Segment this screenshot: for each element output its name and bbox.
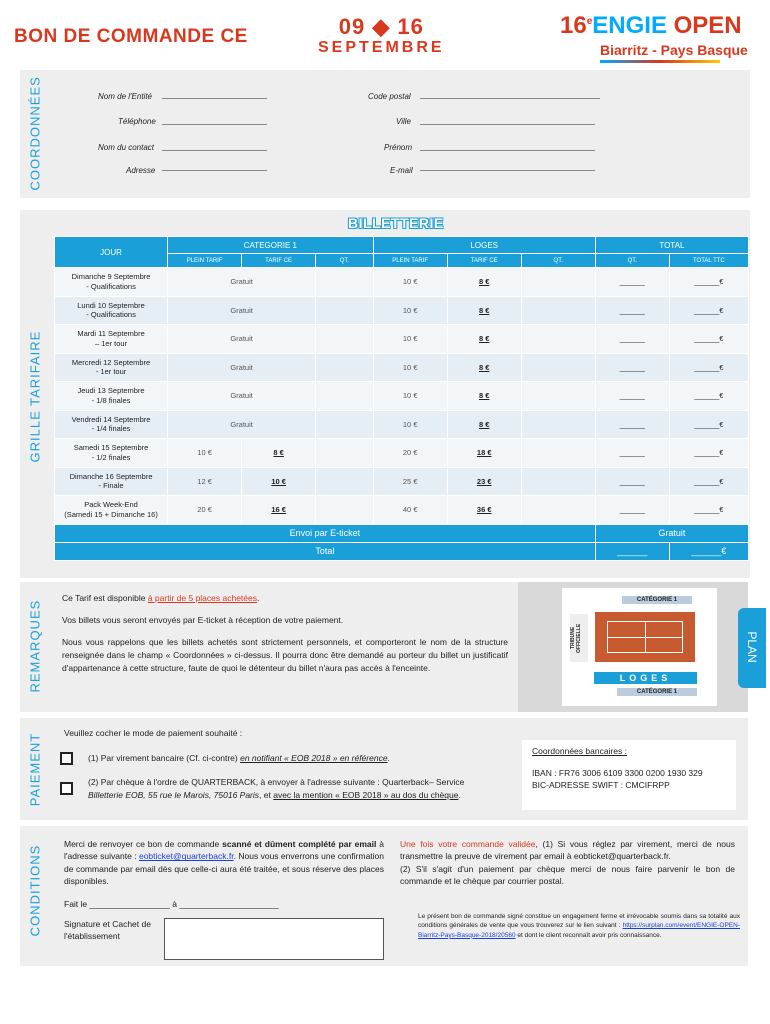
loges-ce: 8 € (447, 296, 521, 325)
paiement-label: PAIEMENT (27, 732, 43, 807)
table-row (55, 467, 749, 496)
plan-tribune: TRIBUNE OFFICIELLE (570, 614, 588, 662)
code-postal-label: Code postal (368, 92, 411, 101)
loges-ce: 8 € (447, 268, 521, 297)
table-row (55, 296, 749, 325)
row-total-ttc[interactable]: ______€ (669, 467, 748, 496)
billetterie-title: BILLETTERIE (348, 215, 444, 231)
email-input[interactable] (420, 170, 595, 171)
table-row (55, 325, 749, 354)
pricing-table (54, 236, 749, 561)
bank-details (522, 740, 736, 810)
header-qt: QT. (316, 254, 374, 268)
header-plein-tarif: PLEIN TARIF (373, 254, 447, 268)
cat1-price: Gratuit (168, 353, 316, 382)
legal-text: Le présent bon de commande signé constitue un engagement ferme et irrévocable soumis dans sa totalité aux conditions générales de vente que vous trouverez sur le lien suivant : https://surplan.com/event/ENGIE-OPEN-Biarritz-Pays-Basque-2018/20560 et dont le client reconnaît avoir pris connaissance. (418, 913, 740, 939)
conditions-instructions: Merci de renvoyer ce bon de commande scanné et dûment complété par email à l'adresse suivante : eobticket@quarterback.fr. Nous vous enverrons une confirmation de commande par email dès que celle-ci aura été traitée, et sous réserve des places disponibles. (64, 839, 385, 886)
cat1-ce: 16 € (242, 496, 316, 525)
remarques-label: REMARQUES (27, 599, 43, 693)
header-total-ttc: TOTAL TTC (669, 254, 748, 268)
loges-ce: 36 € (447, 496, 521, 525)
ville-label: Ville (396, 117, 411, 126)
header-tarif-ce: TARIF CE (447, 254, 521, 268)
total-value[interactable]: ______€ (669, 542, 748, 560)
cat1-qt-input[interactable] (316, 439, 374, 468)
loges-plein: 10 € (373, 268, 447, 297)
cat1-price: Gratuit (168, 382, 316, 411)
loges-ce: 8 € (447, 382, 521, 411)
signature-box[interactable] (164, 918, 384, 960)
header-qt: QT. (595, 254, 669, 268)
row-total-qt[interactable]: ______ (595, 410, 669, 439)
remarque-tarif: Ce Tarif est disponible à partir de 5 places achetées. (62, 593, 260, 603)
jour-cell: Mardi 11 Septembre – 1er tour (55, 325, 168, 354)
loges-qt-input[interactable] (521, 325, 595, 354)
envoi-value: Gratuit (595, 524, 748, 542)
grille-label: GRILLE TARIFAIRE (27, 330, 43, 463)
cgv-link[interactable]: https://surplan.com/event/ENGIE-OPEN-Biarritz-Pays-Basque-2018/20560 (418, 922, 740, 939)
cat1-price: Gratuit (168, 296, 316, 325)
row-total-ttc[interactable]: ______€ (669, 268, 748, 297)
table-row (55, 410, 749, 439)
table-row (55, 439, 749, 468)
cat1-qt-input[interactable] (316, 353, 374, 382)
cat1-qt-input[interactable] (316, 382, 374, 411)
remarque-eticket: Vos billets vous seront envoyés par E-ticket à réception de votre paiement. (62, 615, 344, 625)
loges-plein: 25 € (373, 467, 447, 496)
cheque-checkbox[interactable] (60, 782, 73, 795)
loges-qt-input[interactable] (521, 410, 595, 439)
cat1-price: Gratuit (168, 410, 316, 439)
jour-cell: Samedi 15 Septembre - 1/2 finales (55, 439, 168, 468)
total-qt[interactable]: ______ (595, 542, 669, 560)
row-total-qt[interactable]: ______ (595, 467, 669, 496)
adresse-label: Adresse (126, 166, 156, 175)
telephone-input[interactable] (162, 124, 267, 125)
prenom-input[interactable] (420, 150, 595, 151)
cat1-qt-input[interactable] (316, 467, 374, 496)
loges-qt-input[interactable] (521, 353, 595, 382)
loges-ce: 8 € (447, 325, 521, 354)
row-total-qt[interactable]: ______ (595, 496, 669, 525)
row-total-ttc[interactable]: ______€ (669, 382, 748, 411)
jour-cell: Dimanche 16 Septembre - Finale (55, 467, 168, 496)
adresse-input[interactable] (162, 170, 267, 171)
court-icon (595, 612, 695, 662)
header-total: TOTAL (595, 237, 748, 254)
entite-label: Nom de l'Entité (98, 92, 152, 101)
row-total-ttc[interactable]: ______€ (669, 410, 748, 439)
plan-map[interactable] (562, 588, 717, 706)
loges-plein: 10 € (373, 353, 447, 382)
envoi-label: Envoi par E-ticket (55, 524, 596, 542)
row-total-qt[interactable]: ______ (595, 382, 669, 411)
header-qt: QT. (521, 254, 595, 268)
loges-ce: 8 € (447, 353, 521, 382)
jour-cell: Pack Week-End (Samedi 15 + Dimanche 16) (55, 496, 168, 525)
dates-month: SEPTEMBRE (318, 39, 445, 56)
loges-plein: 10 € (373, 296, 447, 325)
code-postal-input[interactable] (420, 98, 600, 99)
loges-qt-input[interactable] (521, 296, 595, 325)
row-total-qt[interactable]: ______ (595, 296, 669, 325)
loges-ce: 18 € (447, 439, 521, 468)
table-row (55, 268, 749, 297)
row-total-qt[interactable]: ______ (595, 268, 669, 297)
contact-label: Nom du contact (98, 143, 155, 152)
conditions-label: CONDITIONS (27, 844, 43, 937)
header-plein-tarif: PLEIN TARIF (168, 254, 242, 268)
cat1-qt-input[interactable] (316, 496, 374, 525)
loges-plein: 10 € (373, 382, 447, 411)
loges-qt-input[interactable] (521, 268, 595, 297)
table-row (55, 496, 749, 525)
event-dates (318, 16, 445, 56)
jour-cell: Dimanche 9 Septembre - Qualifications (55, 268, 168, 297)
jour-cell: Vendredi 14 Septembre - 1/4 finales (55, 410, 168, 439)
ville-input[interactable] (420, 124, 595, 125)
total-label: Total (55, 542, 596, 560)
telephone-label: Téléphone (118, 117, 156, 126)
cat1-qt-input[interactable] (316, 296, 374, 325)
loges-qt-input[interactable] (521, 496, 595, 525)
cat1-plein: 20 € (168, 496, 242, 525)
cat1-price: Gratuit (168, 325, 316, 354)
loges-plein: 10 € (373, 325, 447, 354)
row-total-ttc[interactable]: ______€ (669, 439, 748, 468)
jour-cell: Lundi 10 Septembre - Qualifications (55, 296, 168, 325)
row-total-qt[interactable]: ______ (595, 325, 669, 354)
jour-cell: Jeudi 13 Septembre - 1/8 finales (55, 382, 168, 411)
bic: BIC-ADRESSE SWIFT : CMCIFRPP (532, 779, 670, 790)
loges-ce: 23 € (447, 467, 521, 496)
header-jour: JOUR (55, 237, 168, 268)
order-email-link[interactable]: eobticket@quarterback.fr (138, 851, 234, 862)
table-row (55, 353, 749, 382)
loges-qt-input[interactable] (521, 382, 595, 411)
paiement-intro: Veuillez cocher le mode de paiement souhaité : (64, 728, 243, 738)
plan-tab[interactable] (738, 608, 766, 688)
header-cat1: CATEGORIE 1 (168, 237, 374, 254)
cat1-price: Gratuit (168, 268, 316, 297)
cat1-qt-input[interactable] (316, 325, 374, 354)
table-row (55, 382, 749, 411)
conditions-validation: Une fois votre commande validée, (1) Si vous réglez par virement, merci de nous transmettre la preuve de virement par email à eobticket@quarterback.fr. (2) S'il s'agit d'un paiement par chèque merci de nous faire parvenir le bon de commande et le chèque par courrier postal. (400, 839, 735, 886)
engie-open-logo: 16eENGIE OPEN Biarritz - Pays Basque (560, 12, 760, 72)
email-label: E-mail (390, 166, 413, 175)
row-total-ttc[interactable]: ______€ (669, 496, 748, 525)
remarque-personnels: Nous vous rappelons que les billets achetés sont strictement personnels, et comporteront le nom de la structure renseignée dans le champ « Coordonnées » ci-dessus. Il pourra donc être demandé au porteur du billet un justificatif d'appartenance à cette structure, faute de quoi le détenteur du billet n'aura pas accès à l'enceinte. (62, 637, 508, 673)
virement-checkbox[interactable] (60, 752, 73, 765)
iban: IBAN : FR76 3006 6109 3300 0200 1930 329 (532, 767, 703, 778)
fait-le-field[interactable]: Fait le _________________ à _____________________ (64, 899, 279, 909)
plan-loges: LOGES (594, 672, 697, 684)
cat1-plein: 12 € (168, 467, 242, 496)
plan-cat-bottom: CATÉGORIE 1 (617, 688, 697, 696)
cat1-plein: 10 € (168, 439, 242, 468)
loges-plein: 40 € (373, 496, 447, 525)
bank-title: Coordonnées bancaires : (532, 746, 627, 756)
row-total-qt[interactable]: ______ (595, 353, 669, 382)
prenom-label: Prénom (384, 143, 413, 152)
loges-plein: 10 € (373, 410, 447, 439)
header-loges: LOGES (373, 237, 595, 254)
plan-cat-top: CATÉGORIE 1 (622, 596, 692, 604)
cheque-option: (2) Par chèque à l'ordre de QUARTERBACK, à envoyer à l'adresse suivante : Quarterback– Service Billetterie EOB, 55 rue le Marois, 75016 Paris, et avec la mention « EOB 2018 » au dos du chèque. (88, 777, 465, 800)
logo-location: Biarritz - Pays Basque (600, 42, 748, 58)
row-total-ttc[interactable]: ______€ (669, 296, 748, 325)
page-title: BON DE COMMANDE CE (14, 26, 248, 47)
header-tarif-ce: TARIF CE (242, 254, 316, 268)
coordonnees-section (20, 70, 750, 198)
signature-label: Signature et Cachet de l'établissement (64, 919, 151, 942)
loges-qt-input[interactable] (521, 467, 595, 496)
virement-option: (1) Par virement bancaire (Cf. ci-contre) en notifiant « EOB 2018 » en référence. (88, 753, 390, 763)
loges-ce: 8 € (447, 410, 521, 439)
cat1-ce: 8 € (242, 439, 316, 468)
loges-qt-input[interactable] (521, 439, 595, 468)
plan-tab-label: PLAN (745, 631, 759, 663)
loges-plein: 20 € (373, 439, 447, 468)
dates-days: 09 ◆ 16 (338, 14, 424, 39)
row-total-qt[interactable]: ______ (595, 439, 669, 468)
jour-cell: Mercredi 12 Septembre - 1er tour (55, 353, 168, 382)
coordonnees-label: COORDONNÉES (27, 76, 43, 191)
row-total-ttc[interactable]: ______€ (669, 353, 748, 382)
cat1-ce: 10 € (242, 467, 316, 496)
row-total-ttc[interactable]: ______€ (669, 325, 748, 354)
contact-input[interactable] (162, 150, 267, 151)
cat1-qt-input[interactable] (316, 410, 374, 439)
entite-input[interactable] (162, 98, 267, 99)
cat1-qt-input[interactable] (316, 268, 374, 297)
